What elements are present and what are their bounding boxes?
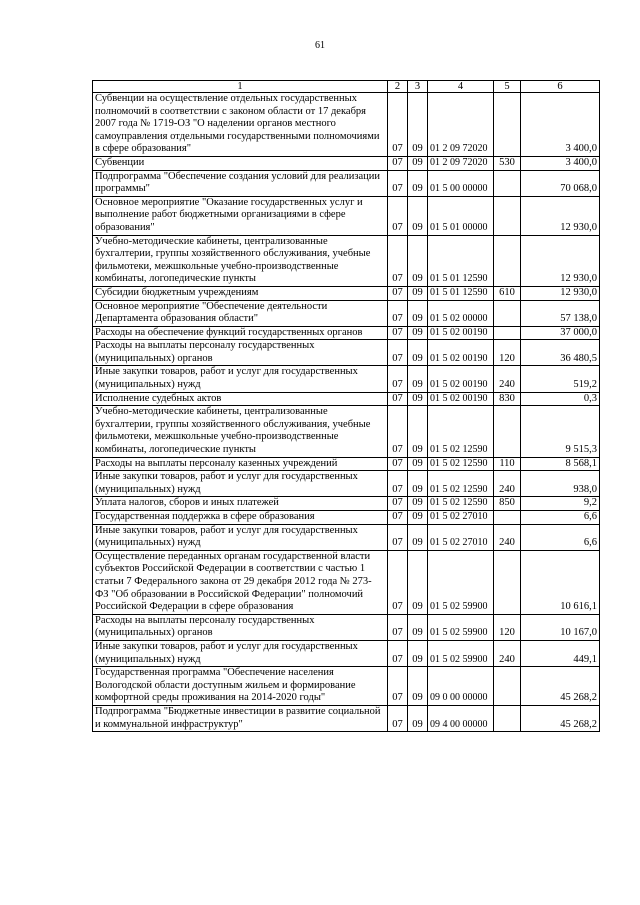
table-row <box>93 524 600 550</box>
row-section: 07 <box>388 406 408 457</box>
row-name: Субсидии бюджетным учреждениям <box>93 286 388 300</box>
table-row <box>93 511 600 525</box>
row-section: 07 <box>388 640 408 666</box>
table-row <box>93 614 600 640</box>
row-target-code: 01 5 01 12590 <box>428 235 494 286</box>
row-name: Основное мероприятие "Оказание государственных услуг и выполнение работ бюджетными организациями в сфере образования" <box>93 196 388 235</box>
row-target-code: 01 5 02 12590 <box>428 457 494 471</box>
row-amount: 8 568,1 <box>521 457 600 471</box>
row-expense-type <box>494 511 521 525</box>
row-expense-type <box>494 235 521 286</box>
table-row <box>93 196 600 235</box>
row-subsection: 09 <box>408 705 428 731</box>
table-row <box>93 286 600 300</box>
row-target-code: 01 5 02 27010 <box>428 511 494 525</box>
row-expense-type: 830 <box>494 392 521 406</box>
table-row <box>93 550 600 614</box>
row-name: Расходы на выплаты персоналу государственных (муниципальных) органов <box>93 340 388 366</box>
table-row <box>93 235 600 286</box>
header-row <box>93 81 600 93</box>
row-section: 07 <box>388 511 408 525</box>
row-target-code: 01 5 02 00190 <box>428 326 494 340</box>
table-row <box>93 156 600 170</box>
row-name: Основное мероприятие "Обеспечение деятельности Департамента образования области" <box>93 300 388 326</box>
row-amount: 37 000,0 <box>521 326 600 340</box>
table-row <box>93 497 600 511</box>
row-target-code: 01 5 02 00190 <box>428 392 494 406</box>
table-row <box>93 366 600 392</box>
header-col-5: 5 <box>494 81 521 93</box>
row-expense-type: 120 <box>494 340 521 366</box>
row-expense-type: 120 <box>494 614 521 640</box>
header-col-2: 2 <box>388 81 408 93</box>
row-subsection: 09 <box>408 550 428 614</box>
row-subsection: 09 <box>408 524 428 550</box>
row-target-code: 09 0 00 00000 <box>428 667 494 706</box>
row-target-code: 09 4 00 00000 <box>428 705 494 731</box>
row-amount: 45 268,2 <box>521 705 600 731</box>
table-row <box>93 340 600 366</box>
row-subsection: 09 <box>408 300 428 326</box>
row-section: 07 <box>388 392 408 406</box>
row-section: 07 <box>388 340 408 366</box>
row-section: 07 <box>388 196 408 235</box>
row-section: 07 <box>388 524 408 550</box>
row-section: 07 <box>388 300 408 326</box>
row-amount: 45 268,2 <box>521 667 600 706</box>
row-section: 07 <box>388 366 408 392</box>
row-amount: 519,2 <box>521 366 600 392</box>
table-row <box>93 300 600 326</box>
row-subsection: 09 <box>408 497 428 511</box>
row-target-code: 01 5 02 00190 <box>428 366 494 392</box>
row-target-code: 01 5 02 27010 <box>428 524 494 550</box>
page-number: 61 <box>315 40 325 51</box>
row-subsection: 09 <box>408 340 428 366</box>
table-row <box>93 457 600 471</box>
row-section: 07 <box>388 156 408 170</box>
row-name: Учебно-методические кабинеты, централизованные бухгалтерии, группы хозяйственного обслуживания, учебные фильмотеки, межшкольные учебно-производственные комбинаты, логопедические пункты <box>93 406 388 457</box>
row-subsection: 09 <box>408 235 428 286</box>
row-name: Подпрограмма "Бюджетные инвестиции в развитие социальной и коммунальной инфраструктур" <box>93 705 388 731</box>
row-name: Уплата налогов, сборов и иных платежей <box>93 497 388 511</box>
table-row <box>93 640 600 666</box>
row-section: 07 <box>388 705 408 731</box>
row-section: 07 <box>388 614 408 640</box>
row-amount: 3 400,0 <box>521 93 600 157</box>
row-section: 07 <box>388 170 408 196</box>
row-target-code: 01 5 02 12590 <box>428 406 494 457</box>
row-subsection: 09 <box>408 93 428 157</box>
row-section: 07 <box>388 235 408 286</box>
row-target-code: 01 5 01 12590 <box>428 286 494 300</box>
header-col-4: 4 <box>428 81 494 93</box>
row-name: Иные закупки товаров, работ и услуг для государственных (муниципальных) нужд <box>93 366 388 392</box>
row-subsection: 09 <box>408 196 428 235</box>
row-subsection: 09 <box>408 614 428 640</box>
table-row <box>93 705 600 731</box>
row-amount: 6,6 <box>521 511 600 525</box>
row-amount: 3 400,0 <box>521 156 600 170</box>
row-expense-type: 110 <box>494 457 521 471</box>
row-name: Иные закупки товаров, работ и услуг для государственных (муниципальных) нужд <box>93 471 388 497</box>
row-expense-type <box>494 406 521 457</box>
row-amount: 57 138,0 <box>521 300 600 326</box>
header-col-3: 3 <box>408 81 428 93</box>
row-expense-type <box>494 170 521 196</box>
row-section: 07 <box>388 93 408 157</box>
row-section: 07 <box>388 497 408 511</box>
row-amount: 36 480,5 <box>521 340 600 366</box>
row-expense-type: 240 <box>494 524 521 550</box>
table-row <box>93 93 600 157</box>
row-expense-type: 610 <box>494 286 521 300</box>
row-amount: 12 930,0 <box>521 286 600 300</box>
row-name: Государственная поддержка в сфере образования <box>93 511 388 525</box>
row-name: Учебно-методические кабинеты, централизованные бухгалтерии, группы хозяйственного обслуживания, учебные фильмотеки, межшкольные учебно-производственные комбинаты, логопедические пункты <box>93 235 388 286</box>
row-name: Осуществление переданных органам государственной власти субъектов Российской Федерации в соответствии с частью 1 статьи 7 Федерального закона от 29 декабря 2012 года № 273-ФЗ "Об образовании в Российской Федерации" полномочий Российской Федерации в сфере образования <box>93 550 388 614</box>
row-expense-type: 240 <box>494 471 521 497</box>
row-target-code: 01 5 02 00190 <box>428 340 494 366</box>
row-subsection: 09 <box>408 366 428 392</box>
budget-table <box>92 80 600 732</box>
row-name: Исполнение судебных актов <box>93 392 388 406</box>
row-subsection: 09 <box>408 667 428 706</box>
row-amount: 9 515,3 <box>521 406 600 457</box>
row-target-code: 01 2 09 72020 <box>428 93 494 157</box>
row-section: 07 <box>388 326 408 340</box>
row-amount: 70 068,0 <box>521 170 600 196</box>
row-name: Расходы на выплаты персоналу казенных учреждений <box>93 457 388 471</box>
row-name: Подпрограмма "Обеспечение создания условий для реализации программы" <box>93 170 388 196</box>
row-subsection: 09 <box>408 457 428 471</box>
row-amount: 10 167,0 <box>521 614 600 640</box>
row-name: Расходы на обеспечение функций государственных органов <box>93 326 388 340</box>
row-expense-type <box>494 326 521 340</box>
row-section: 07 <box>388 286 408 300</box>
row-expense-type <box>494 196 521 235</box>
row-amount: 449,1 <box>521 640 600 666</box>
row-amount: 6,6 <box>521 524 600 550</box>
table-row <box>93 170 600 196</box>
row-name: Иные закупки товаров, работ и услуг для государственных (муниципальных) нужд <box>93 524 388 550</box>
row-amount: 9,2 <box>521 497 600 511</box>
row-subsection: 09 <box>408 326 428 340</box>
row-target-code: 01 5 02 59900 <box>428 550 494 614</box>
row-amount: 12 930,0 <box>521 196 600 235</box>
row-section: 07 <box>388 471 408 497</box>
row-amount: 12 930,0 <box>521 235 600 286</box>
row-expense-type: 530 <box>494 156 521 170</box>
row-target-code: 01 5 00 00000 <box>428 170 494 196</box>
row-target-code: 01 2 09 72020 <box>428 156 494 170</box>
row-expense-type: 850 <box>494 497 521 511</box>
row-expense-type <box>494 705 521 731</box>
row-amount: 938,0 <box>521 471 600 497</box>
table-row <box>93 667 600 706</box>
row-section: 07 <box>388 550 408 614</box>
table-row <box>93 392 600 406</box>
row-amount: 10 616,1 <box>521 550 600 614</box>
row-subsection: 09 <box>408 511 428 525</box>
row-target-code: 01 5 01 00000 <box>428 196 494 235</box>
row-subsection: 09 <box>408 286 428 300</box>
row-name: Расходы на выплаты персоналу государственных (муниципальных) органов <box>93 614 388 640</box>
table-row <box>93 326 600 340</box>
header-col-6: 6 <box>521 81 600 93</box>
row-expense-type <box>494 300 521 326</box>
row-subsection: 09 <box>408 392 428 406</box>
row-expense-type <box>494 93 521 157</box>
row-subsection: 09 <box>408 640 428 666</box>
row-name: Иные закупки товаров, работ и услуг для государственных (муниципальных) нужд <box>93 640 388 666</box>
row-name: Субвенции <box>93 156 388 170</box>
row-target-code: 01 5 02 00000 <box>428 300 494 326</box>
row-expense-type <box>494 550 521 614</box>
row-section: 07 <box>388 457 408 471</box>
table-row <box>93 406 600 457</box>
row-target-code: 01 5 02 59900 <box>428 640 494 666</box>
row-target-code: 01 5 02 59900 <box>428 614 494 640</box>
row-expense-type <box>494 667 521 706</box>
header-col-1: 1 <box>93 81 388 93</box>
row-subsection: 09 <box>408 471 428 497</box>
row-target-code: 01 5 02 12590 <box>428 497 494 511</box>
row-subsection: 09 <box>408 170 428 196</box>
row-name: Субвенции на осуществление отдельных государственных полномочий в соответствии с законом области от 17 декабря 2007 года № 1719-ОЗ "О наделении органов местного самоуправления отдельными государственными полномочиями в сфере образования" <box>93 93 388 157</box>
row-expense-type: 240 <box>494 640 521 666</box>
row-subsection: 09 <box>408 406 428 457</box>
table-row <box>93 471 600 497</box>
row-expense-type: 240 <box>494 366 521 392</box>
row-subsection: 09 <box>408 156 428 170</box>
row-section: 07 <box>388 667 408 706</box>
row-name: Государственная программа "Обеспечение населения Вологодской области доступным жильем и формирование комфортной среды проживания на 2014-2020 годы" <box>93 667 388 706</box>
row-target-code: 01 5 02 12590 <box>428 471 494 497</box>
row-amount: 0,3 <box>521 392 600 406</box>
